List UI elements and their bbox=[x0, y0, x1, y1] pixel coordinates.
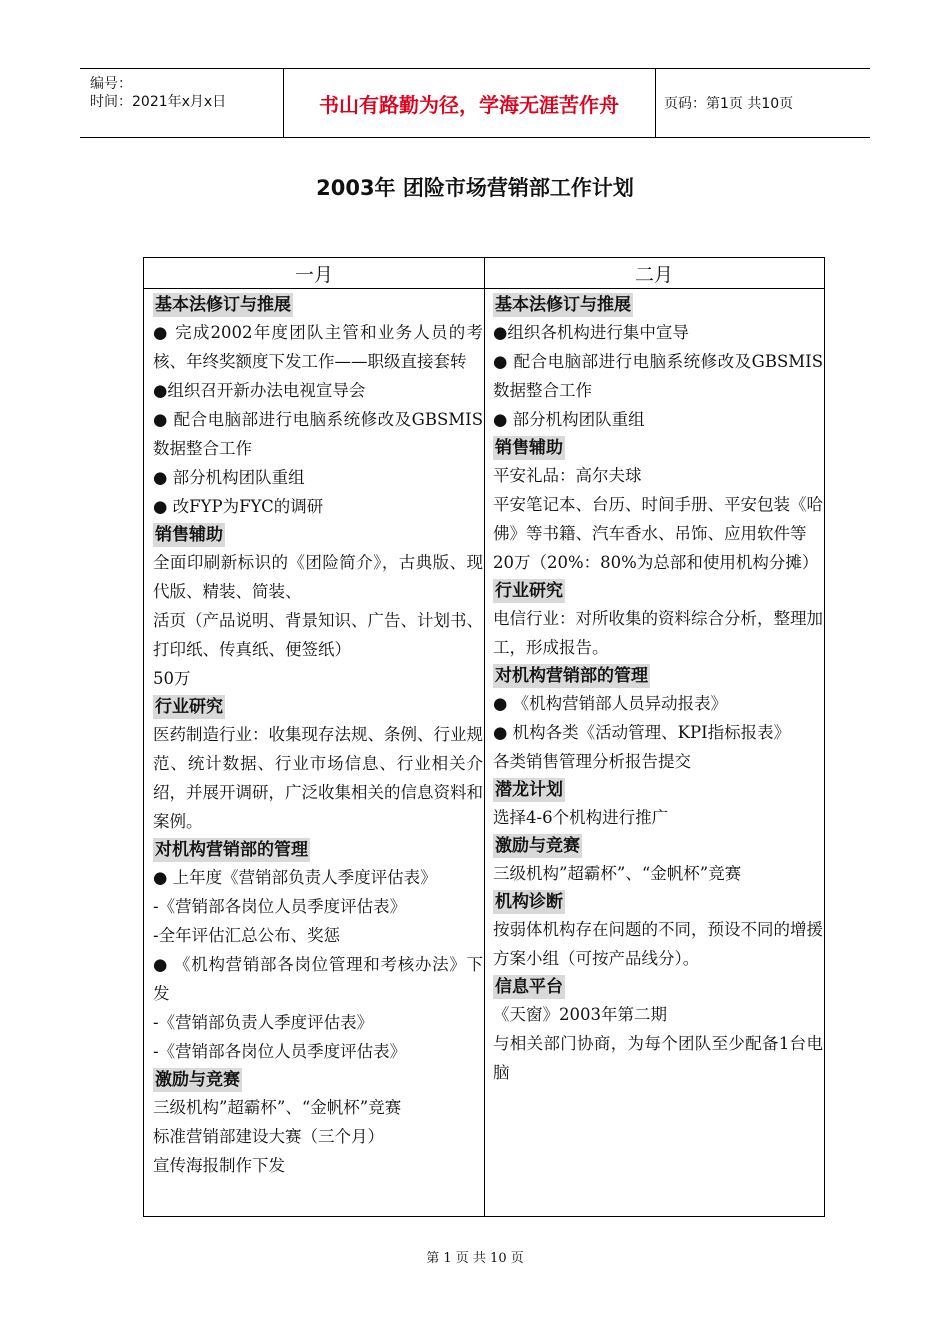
section-heading: 销售辅助 bbox=[155, 525, 223, 545]
plan-item: 与相关部门协商，为每个团队至少配备1台电脑 bbox=[493, 1034, 823, 1082]
plan-item: -全年评估汇总公布、奖惩 bbox=[153, 926, 341, 945]
serial-label: 编号： bbox=[90, 76, 132, 92]
section-heading: 对机构营销部的管理 bbox=[155, 840, 308, 860]
plan-item: ● 配合电脑部进行电脑系统修改及GBSMIS数据整合工作 bbox=[153, 410, 483, 458]
section-heading: 信息平台 bbox=[495, 977, 563, 997]
column-heading-january: 一月 bbox=[294, 263, 333, 286]
page-title: 2003年 团险市场营销部工作计划 bbox=[316, 176, 634, 200]
plan-item: 选择4-6个机构进行推广 bbox=[493, 808, 669, 827]
section-heading: 潜龙计划 bbox=[495, 780, 563, 800]
plan-item: 各类销售管理分析报告提交 bbox=[493, 752, 691, 771]
section-heading: 激励与竞赛 bbox=[495, 836, 580, 856]
table-header-divider bbox=[144, 288, 824, 289]
plan-item: 活页（产品说明、背景知识、广告、计划书、打印纸、传真纸、便签纸） bbox=[153, 611, 483, 659]
plan-item: 《天窗》2003年第二期 bbox=[493, 1005, 667, 1024]
plan-item: -《营销部负责人季度评估表》 bbox=[153, 1013, 374, 1032]
section-heading: 机构诊断 bbox=[495, 892, 563, 912]
plan-item: 全面印刷新标识的《团险简介》，古典版、现代版、精装、简装、 bbox=[153, 553, 483, 601]
column-january-content bbox=[153, 291, 483, 1180]
column-february-content bbox=[493, 291, 823, 1087]
plan-item: ● 部分机构团队重组 bbox=[493, 410, 645, 429]
plan-item: 平安笔记本、台历、时间手册、平安包装《哈佛》等书籍、汽车香水、吊饰、应用软件等 bbox=[493, 495, 823, 543]
plan-item: 平安礼品：高尔夫球 bbox=[493, 466, 642, 485]
plan-item: ● 配合电脑部进行电脑系统修改及GBSMIS数据整合工作 bbox=[493, 352, 823, 400]
plan-item: -《营销部各岗位人员季度评估表》 bbox=[153, 897, 407, 916]
plan-item: 电信行业：对所收集的资料综合分析，整理加工，形成报告。 bbox=[493, 609, 823, 657]
plan-item: ●组织各机构进行集中宣导 bbox=[493, 323, 689, 342]
plan-item: ● 部分机构团队重组 bbox=[153, 468, 305, 487]
plan-item: ● 上年度《营销部负责人季度评估表》 bbox=[153, 868, 437, 887]
plan-item: 20万（20%：80%为总部和使用机构分摊） bbox=[493, 553, 819, 572]
plan-item: ● 完成2002年度团队主管和业务人员的考核、年终奖额度下发工作——职级直接套转 bbox=[153, 323, 483, 371]
table-divider bbox=[484, 258, 485, 1216]
section-heading: 对机构营销部的管理 bbox=[495, 666, 648, 686]
plan-item: 三级机构”超霸杯”、“金帆杯”竞赛 bbox=[493, 864, 742, 883]
header-meta bbox=[80, 69, 284, 137]
header-motto: 书山有路勤为径，学海无涯苦作舟 bbox=[283, 69, 656, 137]
plan-item: -《营销部各岗位人员季度评估表》 bbox=[153, 1042, 407, 1061]
page-footer: 第 1 页 共 10 页 bbox=[426, 1251, 524, 1266]
plan-item: ● 《机构营销部人员异动报表》 bbox=[493, 694, 728, 713]
header-page-info: 页码：第1页 共10页 bbox=[664, 96, 794, 112]
plan-item: ● 改FYP为FYC的调研 bbox=[153, 497, 324, 516]
section-heading: 基本法修订与推展 bbox=[155, 295, 291, 315]
section-heading: 基本法修订与推展 bbox=[495, 295, 631, 315]
plan-table bbox=[143, 257, 825, 1217]
section-heading: 激励与竞赛 bbox=[155, 1070, 240, 1090]
time-label: 时间：2021年x月x日 bbox=[90, 94, 227, 110]
plan-item: ● 机构各类《活动管理、KPI指标报表》 bbox=[493, 723, 791, 742]
section-heading: 行业研究 bbox=[495, 581, 563, 601]
plan-item: 医药制造行业：收集现存法规、条例、行业规范、统计数据、行业市场信息、行业相关介绍，并展开调研，广泛收集相关的信息资料和案例。 bbox=[153, 725, 483, 831]
plan-item: 标准营销部建设大赛（三个月） bbox=[153, 1127, 384, 1146]
plan-item: ●组织召开新办法电视宣导会 bbox=[153, 381, 366, 400]
plan-item: ● 《机构营销部各岗位管理和考核办法》下发 bbox=[153, 955, 483, 1003]
section-heading: 行业研究 bbox=[155, 697, 223, 717]
plan-item: 按弱体机构存在问题的不同，预设不同的增援方案小组（可按产品线分）。 bbox=[493, 920, 823, 968]
plan-item: 50万 bbox=[153, 669, 191, 688]
column-heading-february: 二月 bbox=[634, 263, 673, 286]
section-heading: 销售辅助 bbox=[495, 438, 563, 458]
document-header bbox=[80, 68, 870, 138]
plan-item: 宣传海报制作下发 bbox=[153, 1156, 285, 1175]
plan-item: 三级机构”超霸杯”、“金帆杯”竞赛 bbox=[153, 1098, 402, 1117]
